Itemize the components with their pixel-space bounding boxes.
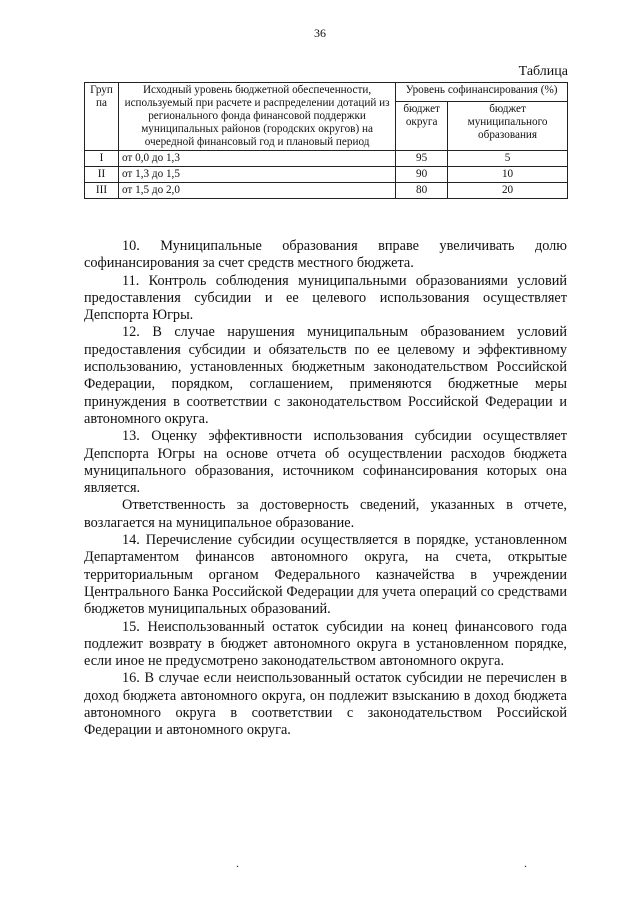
header-okrug: бюджет округа [396,101,448,150]
paragraph-15: 15. Неиспользованный остаток субсидии на конец финансового года подлежит возврату в бюджет автономного округа в установленном порядке, если иное не предусмотрено законодательством автономного округа. [84,618,567,670]
cell-range: от 1,3 до 1,5 [118,167,395,183]
cell-group: III [85,183,119,199]
cell-municipal: 10 [448,167,568,183]
table-header-row [85,83,568,102]
cell-range: от 1,5 до 2,0 [118,183,395,199]
header-level: Исходный уровень бюджетной обеспеченности, используемый при расчете и распределении дотаций из регионального фонда финансовой поддержки муниципальных районов (городских округов) на очередной финансовый год и плановый период [118,83,395,151]
page-number: 36 [314,26,326,40]
paragraph-16: 16. В случае если неиспользованный остаток субсидии не перечислен в доход бюджета автономного округа, он подлежит взысканию в доход бюджета автономного округа в соответствии с законодательством Российской Федерации и автономного округа. [84,670,567,739]
cofinancing-table [84,82,568,199]
header-cofinancing: Уровень софинансирования (%) [396,83,568,102]
paragraph-14: 14. Перечисление субсидии осуществляется в порядке, установленном Департаментом финансов автономного округа, на счета, открытые территориальным органом Федерального казначейства в учреждении Центрального Банка Российской Федерации для учета операций со средствами бюджетов муниципальных образований. [84,532,567,618]
body-text [84,238,567,740]
cell-municipal: 20 [448,183,568,199]
cell-range: от 0,0 до 1,3 [118,151,395,167]
paragraph-12: 12. В случае нарушения муниципальным образованием условий предоставления субсидии и обязательств по ее целевому и эффективному использованию, установленных бюджетным законодательством Российской Федерации, порядком, соглашением, применяются бюджетные меры принуждения в соответствии с законодательством Российской Федерации и автономного округа. [84,324,567,427]
cell-municipal: 5 [448,151,568,167]
cell-okrug: 95 [396,151,448,167]
cell-group: II [85,167,119,183]
paragraph-13: 13. Оценку эффективности использования субсидии осуществляет Депспорта Югры на основе отчета об осуществлении расходов бюджета муниципального образования, источником софинансирования которых она является. [84,428,567,497]
table-caption: Таблица [518,64,568,79]
paragraph-responsibility: Ответственность за достоверность сведений, указанных в отчете, возлагается на муниципальное образование. [84,497,567,531]
header-group: Груп па [85,83,119,151]
paragraph-10: 10. Муниципальные образования вправе увеличивать долю софинансирования за счет средств местного бюджета. [84,238,567,272]
header-municipal: бюджет муниципального образования [448,101,568,150]
footer-mark-left: . [236,856,239,870]
table-row [85,167,568,183]
paragraph-11: 11. Контроль соблюдения муниципальными образованиями условий предоставления субсидии и ее целевого использования осуществляет Депспорта Югры. [84,272,567,324]
cell-okrug: 90 [396,167,448,183]
table-row [85,151,568,167]
footer-mark-right: . [524,856,527,870]
cell-okrug: 80 [396,183,448,199]
cell-group: I [85,151,119,167]
table-row [85,183,568,199]
